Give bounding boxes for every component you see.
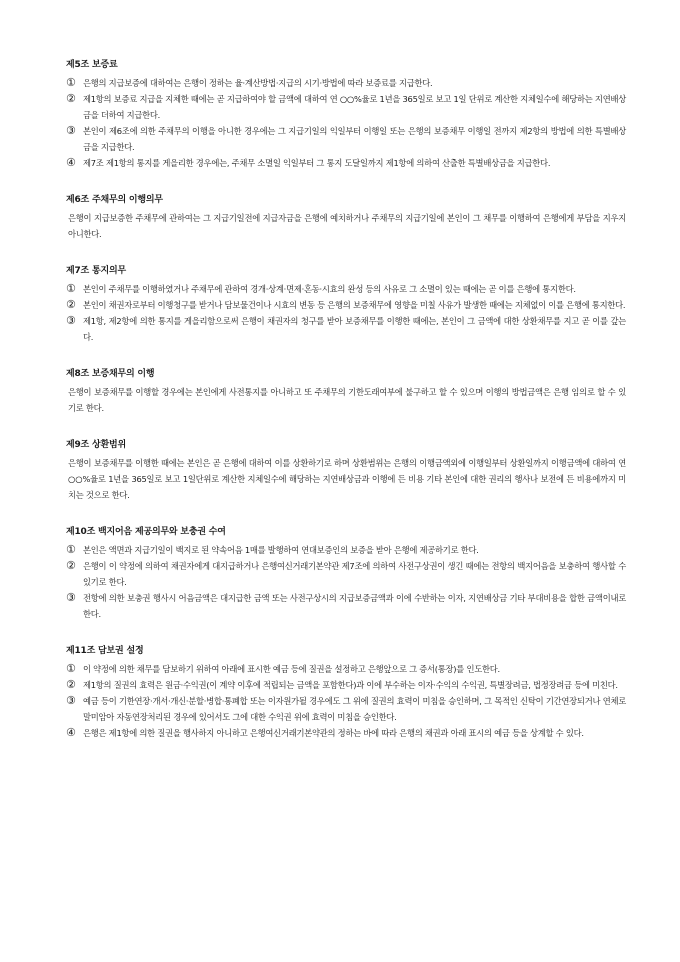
clause-number: ③ xyxy=(66,591,76,604)
clause-number: ③ xyxy=(66,124,76,137)
clause-number: ③ xyxy=(66,694,76,707)
clause-text: 제1항의 질권의 효력은 원금·수익권(이 계약 이후에 적립되는 금액을 포함한다)과 이에 부수하는 이자·수익의 수익권, 특별장려금, 법정장려금 등에 미친다. xyxy=(83,680,618,690)
clause-number: ④ xyxy=(66,726,76,739)
clause xyxy=(66,661,626,677)
clause-text: 이 약정에 의한 채무를 담보하기 위하여 아래에 표시한 예금 등에 질권을 설정하고 은행앞으로 그 증서(통장)를 인도한다. xyxy=(83,664,500,674)
article-8 xyxy=(66,367,626,416)
article-9 xyxy=(66,438,626,503)
clause xyxy=(66,75,626,91)
clause xyxy=(66,91,626,123)
article-title: 제5조 보증료 xyxy=(66,60,118,70)
clause-text: 제7조 제1항의 통지를 게을리한 경우에는, 주채무 소멸일 익일부터 그 통지 도달일까지 제1항에 의하여 산출한 특별배상금을 지급한다. xyxy=(83,158,551,168)
clause-number: ① xyxy=(66,76,76,89)
article-paragraph: 은행이 보증채무를 이행한 때에는 본인은 곧 은행에 대하여 이를 상환하기로 하며 상환범위는 은행의 이행금액외에 이행일부터 상환일까지 이행금액에 대하여 연 ○○%율로 1년을 365일로 보고 1일단위로 계산한 지체일수에 해당하는 지연배상금과 이행에 든 비용 기타 본인에 대한 권리의 행사나 보전에 든 비용에까지 미치는 것으로 한다. xyxy=(68,458,626,500)
article-title: 제11조 담보권 설정 xyxy=(66,646,144,656)
clause-number: ② xyxy=(66,298,76,311)
clause-number: ② xyxy=(66,559,76,572)
clause-text: 본인이 주채무를 이행하였거나 주채무에 관하여 경개·상계·면제·혼동·시효의 완성 등의 사유로 그 소멸이 있는 때에는 곧 이를 은행에 통지한다. xyxy=(83,284,576,294)
article-paragraph: 은행이 보증채무를 이행할 경우에는 본인에게 사전통지를 아니하고 또 주채무의 기한도래여부에 불구하고 할 수 있으며 이행의 방법금액은 은행 임의로 할 수 있기로 한다. xyxy=(68,387,626,413)
article-title: 제6조 주채무의 이행의무 xyxy=(66,195,163,205)
clause-text: 제1항, 제2항에 의한 통지를 게을리함으로써 은행이 채권자의 청구를 받아 보증채무를 이행한 때에는, 본인이 그 금액에 대한 상환채무를 지고 곧 이를 갚는다. xyxy=(83,316,626,342)
article-6 xyxy=(66,193,626,242)
clause-number: ① xyxy=(66,543,76,556)
clause-text: 은행은 제1항에 의한 질권을 행사하지 아니하고 은행여신거래기본약관의 정하는 바에 따라 은행의 채권과 아래 표시의 예금 등을 상계할 수 있다. xyxy=(83,728,584,738)
clause-text: 예금 등이 기한연장·개서·개신·분할·병합·통폐합 또는 이자원가될 경우에도 그 위에 질권의 효력이 미침을 승인하며, 그 목적인 신탁이 기간연장되거나 연체로 말미암아 자동연장처리된 경우에 있어서도 그에 대한 수익권 위에 효력이 미침을 승인한다. xyxy=(83,696,626,722)
clause-number: ① xyxy=(66,282,76,295)
clause-number: ② xyxy=(66,678,76,691)
clause xyxy=(66,693,626,725)
article-11 xyxy=(66,644,626,741)
clause-number: ① xyxy=(66,662,76,675)
article-10 xyxy=(66,525,626,622)
clause-text: 본인은 액면과 지급기일이 백지로 된 약속어음 1매를 발행하여 연대보증인의 보증을 받아 은행에 제공하기로 한다. xyxy=(83,545,479,555)
clause-number: ② xyxy=(66,92,76,105)
clause-text: 본인이 채권자로부터 이행청구를 받거나 담보물건이나 시효의 변동 등 은행의 보증채무에 영향을 미칠 사유가 발생한 때에는 지체없이 이를 은행에 통지한다. xyxy=(83,300,626,310)
clause xyxy=(66,558,626,590)
clause-text: 본인이 제6조에 의한 주채무의 이행을 아니한 경우에는 그 지급기일의 익일부터 이행일 또는 은행의 보증채무 이행일 전까지 제2항의 방법에 의한 특별배상금을 지급한다. xyxy=(83,126,626,152)
article-7 xyxy=(66,264,626,345)
clause xyxy=(66,313,626,345)
clause xyxy=(66,590,626,622)
article-5 xyxy=(66,58,626,171)
clause-text: 전항에 의한 보충권 행사시 어음금액은 대지급한 금액 또는 사전구상시의 지급보증금액과 이에 수반하는 이자, 지연배상금 기타 부대비용을 합한 금액이내로 한다. xyxy=(83,593,626,619)
clause xyxy=(66,725,626,741)
clause xyxy=(66,542,626,558)
article-title: 제7조 통지의무 xyxy=(66,266,126,276)
article-title: 제9조 상환범위 xyxy=(66,440,126,450)
clause-number: ③ xyxy=(66,314,76,327)
clause xyxy=(66,677,626,693)
clause-number: ④ xyxy=(66,156,76,169)
clause xyxy=(66,123,626,155)
clause xyxy=(66,155,626,171)
article-paragraph: 은행이 지급보증한 주채무에 관하여는 그 지급기일전에 지급자금을 은행에 예치하거나 주채무의 지급기일에 본인이 그 채무를 이행하여 은행에게 부담을 지우지 아니한다. xyxy=(68,213,626,239)
clause xyxy=(66,281,626,297)
article-title: 제8조 보증채무의 이행 xyxy=(66,369,155,379)
clause xyxy=(66,297,626,313)
clause-text: 은행의 지급보증에 대하여는 은행이 정하는 율·계산방법·지급의 시기·방법에 따라 보증료를 지급한다. xyxy=(83,78,433,88)
clause-text: 제1항의 보증료 지급을 지체한 때에는 곧 지급하여야 할 금액에 대하여 연 ○○%율로 1년을 365일로 보고 1일 단위로 계산한 지체일수에 해당하는 지연배상금을 더하여 지급한다. xyxy=(83,94,626,120)
article-title: 제10조 백지어음 제공의무와 보충권 수여 xyxy=(66,527,226,537)
clause-text: 은행이 이 약정에 의하여 채권자에게 대지급하거나 은행여신거래기본약관 제7조에 의하여 사전구상권이 생긴 때에는 전항의 백지어음을 보충하여 행사할 수 있기로 한다. xyxy=(83,561,626,587)
